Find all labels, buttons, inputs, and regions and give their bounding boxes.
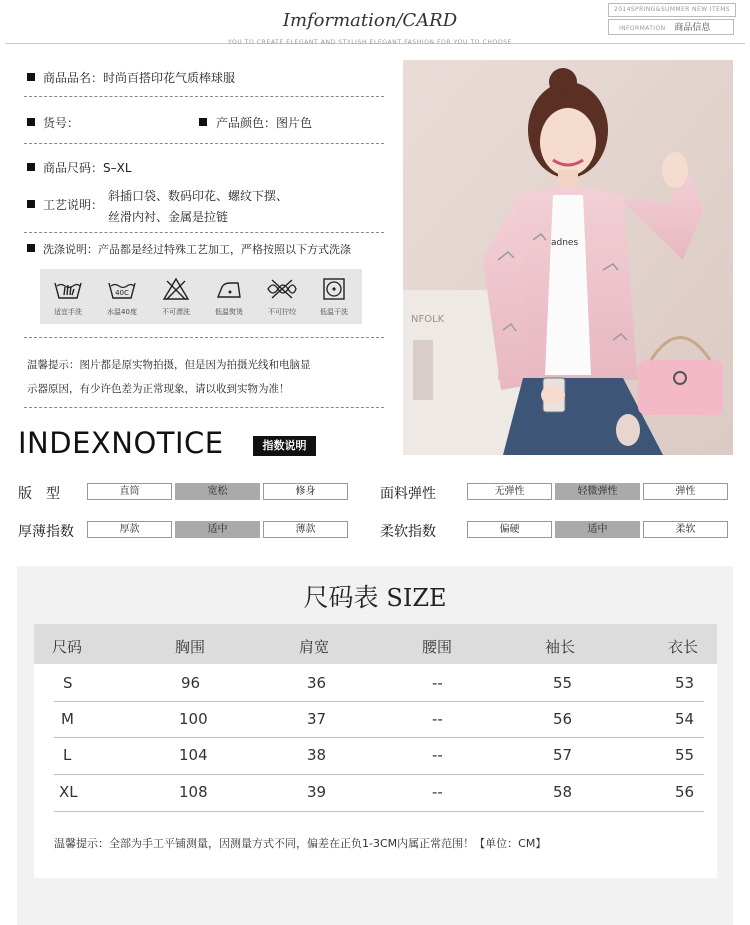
col-header-size: 尺码 (52, 638, 83, 656)
season-badge: 2014SPRING&SUMMER NEW ITEMS (608, 3, 736, 17)
care-item (308, 277, 360, 317)
option-medium-selected: 适中 (175, 521, 260, 538)
tumble-dry-low-icon (319, 277, 349, 301)
craft-line-1: 斜插口袋、数码印花、螺纹下摆、 (108, 189, 289, 203)
col-header-shoulder: 肩宽 (299, 638, 330, 656)
bullet-square (27, 244, 35, 252)
option-medium-soft-selected: 适中 (555, 521, 640, 538)
wash-instruction: 洗涤说明：产品都是经过特殊工艺加工，严格按照以下方式洗涤 (43, 243, 351, 256)
hand-wash-icon (53, 277, 83, 301)
card-subtitle: YOU TO CREATE ELEGANT AND STYLISH ELEGANT FASHION FOR YOU TO CHOOSE (228, 39, 512, 46)
product-name: 商品品名：时尚百搭印花气质棒球服 (43, 71, 236, 85)
table-cell: 53 (675, 674, 695, 692)
option-stretch: 弹性 (643, 483, 728, 500)
svg-text:40C: 40C (115, 289, 129, 297)
care-item (256, 277, 308, 317)
svg-text:NFOLK: NFOLK (411, 314, 445, 325)
col-header-chest: 胸围 (175, 638, 206, 656)
bullet-square (27, 73, 35, 81)
size-table-header (34, 624, 717, 664)
table-cell: M (61, 710, 74, 728)
care-label: 不可漂洗 (162, 308, 190, 316)
table-cell: 104 (179, 746, 208, 764)
info-badge (608, 19, 734, 35)
care-label: 低温干洗 (320, 308, 348, 316)
card-title: Imformation/CARD (282, 10, 458, 31)
care-item (42, 277, 94, 317)
option-slight-stretch-selected: 轻微弹性 (555, 483, 640, 500)
product-color: 产品颜色：图片色 (216, 116, 313, 130)
product-photo (403, 60, 733, 455)
option-no-stretch: 无弹性 (467, 483, 552, 500)
col-header-waist: 腰围 (422, 638, 453, 656)
care-item (203, 277, 255, 317)
table-cell: 56 (553, 710, 573, 728)
craft-line-2: 丝滑内衬、金属是拉链 (108, 210, 229, 224)
table-cell: L (63, 746, 72, 764)
table-cell: 54 (675, 710, 695, 728)
row-divider (54, 811, 704, 812)
row-divider (54, 701, 704, 702)
item-number: 货号： (43, 116, 80, 130)
no-wring-icon (265, 277, 299, 301)
table-cell: -- (432, 710, 443, 728)
table-cell: -- (432, 746, 443, 764)
row-divider (54, 774, 704, 775)
table-cell: 37 (307, 710, 327, 728)
table-cell: 56 (675, 783, 695, 801)
table-cell: S (63, 674, 73, 692)
water-temp-icon (107, 277, 137, 301)
care-item (96, 277, 148, 317)
table-cell: 38 (307, 746, 327, 764)
notice-line-1: 温馨提示：图片都是原实物拍摄，但是因为拍摄光线和电脑显 (27, 359, 311, 371)
size-title-en: SIZE (386, 584, 447, 612)
index-label-softness: 柔软指数 (380, 524, 436, 540)
care-label: 适宜手洗 (54, 308, 82, 316)
option-straight: 直筒 (87, 483, 172, 500)
size-title-cn: 尺码表 (303, 583, 379, 612)
product-size: 商品尺码：S–XL (43, 161, 132, 175)
table-cell: 39 (307, 783, 327, 801)
bullet-square (27, 118, 35, 126)
option-thin: 薄款 (263, 521, 348, 538)
care-label: 低温熨烫 (215, 308, 243, 316)
table-cell: 55 (553, 674, 573, 692)
col-header-sleeve: 袖长 (545, 638, 576, 656)
care-item (150, 277, 202, 317)
option-soft: 柔软 (643, 521, 728, 538)
option-stiff: 偏硬 (467, 521, 552, 538)
bullet-square (27, 200, 35, 208)
index-label-elasticity: 面料弹性 (380, 486, 436, 502)
info-badge-en: INFORMATION (619, 25, 666, 32)
option-loose-selected: 宽松 (175, 483, 260, 500)
bullet-square (27, 163, 35, 171)
col-header-length: 衣长 (668, 638, 699, 656)
table-cell: 58 (553, 783, 573, 801)
index-label-thickness: 厚薄指数 (18, 524, 74, 540)
table-cell: 55 (675, 746, 695, 764)
option-slim: 修身 (263, 483, 348, 500)
table-cell: 108 (179, 783, 208, 801)
dashed-divider (24, 407, 384, 408)
dashed-divider (24, 96, 384, 97)
measurement-tip: 温馨提示：全部为手工平铺测量，因测量方式不同，偏差在正负1-3CM内属正常范围！【单位：CM】 (54, 837, 547, 850)
bullet-square (199, 118, 207, 126)
index-badge: 指数说明 (253, 436, 316, 456)
table-cell: XL (59, 783, 78, 801)
dashed-divider (24, 232, 384, 233)
table-cell: 96 (181, 674, 201, 692)
row-divider (54, 737, 704, 738)
size-title (0, 578, 750, 614)
craft-label: 工艺说明： (43, 198, 104, 212)
info-badge-cn: 商品信息 (674, 23, 711, 33)
table-cell: 36 (307, 674, 327, 692)
table-cell: 100 (179, 710, 208, 728)
index-title: INDEXNOTICE (18, 426, 224, 460)
no-bleach-icon (161, 277, 191, 301)
dashed-divider (24, 337, 384, 338)
care-label: 不可拧绞 (268, 308, 296, 316)
notice-line-2: 示器原因，有少许色差为正常现象，请以收到实物为准！ (27, 383, 290, 395)
table-cell: 57 (553, 746, 573, 764)
dashed-divider (24, 143, 384, 144)
low-iron-icon (214, 277, 244, 301)
care-icons-panel (40, 269, 362, 324)
option-thick: 厚款 (87, 521, 172, 538)
table-cell: -- (432, 783, 443, 801)
care-label: 水温40度 (107, 308, 137, 316)
svg-text:adnes: adnes (551, 238, 579, 248)
table-cell: -- (432, 674, 443, 692)
index-label-fit: 版 型 (18, 486, 60, 502)
